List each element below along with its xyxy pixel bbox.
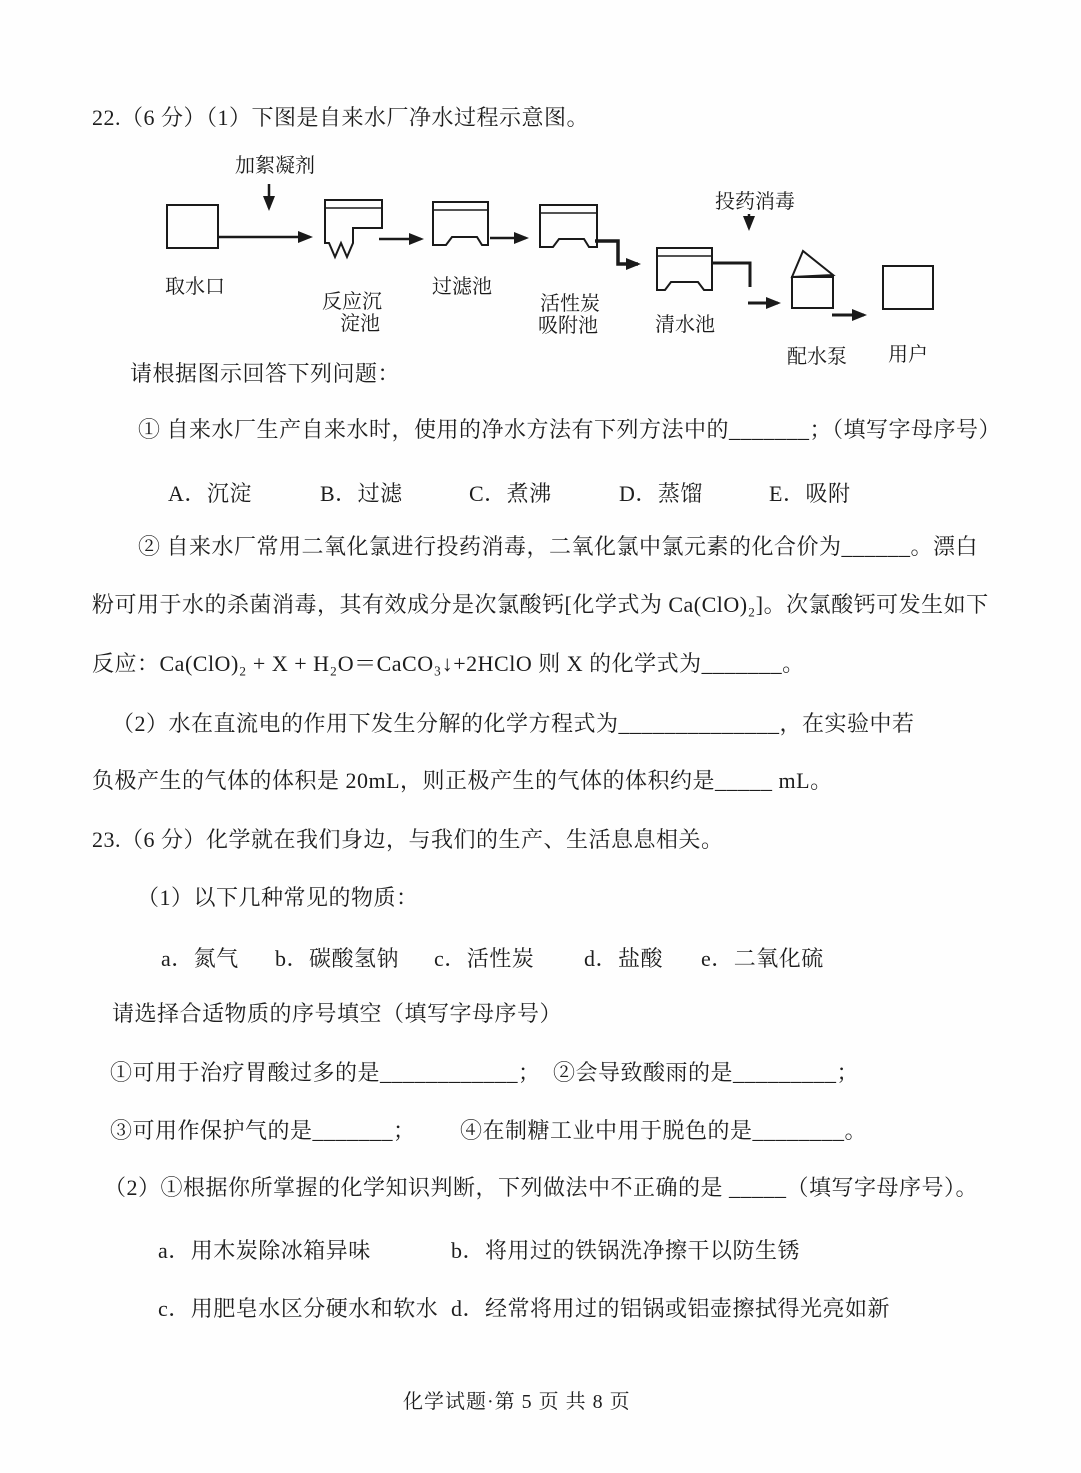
q23-blank-row-2 [0,1114,1081,1144]
substance-e: e．二氧化硫 [701,946,824,971]
carbon-pool-label-2: 吸附池 [538,315,598,337]
substance-d: d．盐酸 [584,946,664,971]
pump-roof [792,251,833,277]
water-purification-diagram [0,0,1081,385]
substance-b: b．碳酸氢钠 [275,946,400,971]
option-e: E．吸附 [769,481,851,506]
reaction-pool-label-2: 淀池 [340,313,380,335]
q23-title: 23.（6 分）化学就在我们身边，与我们的生产、生活息息相关。 [92,827,724,852]
dosing-label: 投药消毒 [715,191,795,213]
q22-sub2-line2: 粉可用于水的杀菌消毒，其有效成分是次氯酸钙[化学式为 Ca(ClO)₂]。次氯酸钙可发生如下 [92,592,989,617]
blank-1: ①可用于治疗胃酸过多的是____________； [110,1060,541,1085]
carbon-pool-box [540,205,597,247]
pump-box [792,277,833,308]
clear-pool-box [657,248,712,290]
practice-b: b．将用过的铁锅洗净擦干以防生锈 [451,1238,801,1263]
q22-sub3-line1: （2）水在直流电的作用下发生分解的化学方程式为______________，在实验中若 [112,711,915,736]
outlet-pipe [712,263,750,287]
substance-c: c．活性炭 [434,946,535,971]
q23-part1-intro: （1）以下几种常见的物质： [137,885,419,910]
pump-label: 配水泵 [787,346,847,368]
option-b: B．过滤 [320,481,403,506]
q22-sub2-line1: ② 自来水厂常用二氧化氯进行投药消毒，二氧化氯中氯元素的化合价为______。漂白 [138,534,979,559]
filter-pool-box [433,202,488,245]
user-box [883,266,933,309]
q22-title: 22.（6 分）（1）下图是自来水厂净水过程示意图。 [92,105,590,130]
blank-2: ②会导致酸雨的是_________； [553,1060,860,1085]
flocculant-label: 加絮凝剂 [235,155,315,177]
option-d: D．蒸馏 [619,481,703,506]
q22-options-row [0,477,1081,507]
q23-practices-row-2 [0,1292,1081,1322]
option-a: A．沉淀 [168,481,252,506]
intake-label: 取水口 [165,276,225,298]
practice-a: a．用木炭除冰箱异味 [158,1238,371,1263]
filter-pool-label: 过滤池 [432,276,492,298]
q22-sub1: ① 自来水厂生产自来水时，使用的净水方法有下列方法中的_______；（填写字母序号） [138,417,1002,442]
clear-pool-label: 清水池 [655,314,715,336]
practice-c: c．用肥皂水区分硬水和软水 [158,1296,439,1321]
q23-substances-row [0,942,1081,972]
practice-d: d．经常将用过的铝锅或铝壶擦拭得光亮如新 [451,1296,891,1321]
reaction-pool-label-1: 反应沉 [322,291,382,313]
q23-practices-row-1 [0,1234,1081,1264]
blank-3: ③可用作保护气的是_______； [110,1118,416,1143]
page-footer: 化学试题·第 5 页 共 8 页 [403,1391,631,1413]
q22-prompt: 请根据图示回答下列问题： [130,361,401,386]
q23-fill-prompt: 请选择合适物质的序号填空（填写字母序号） [112,1001,563,1026]
substance-a: a．氮气 [161,946,239,971]
user-label: 用户 [888,344,928,366]
blank-4: ④在制糖工业中用于脱色的是________。 [460,1118,868,1143]
option-c: C．煮沸 [469,481,552,506]
intake-box [167,205,218,248]
q22-sub2-line3: 反应：Ca(ClO)₂ + X + H₂O＝CaCO₃↓+2HClO 则 X 的化学式为_______。 [92,651,805,676]
q23-blank-row-1 [0,1056,1081,1086]
flow-arrow-elbow [595,241,638,264]
q22-sub3-line2: 负极产生的气体的体积是 20mL，则正极产生的气体的体积约是_____ mL。 [92,768,833,793]
q23-part2-intro: （2）①根据你所掌握的化学知识判断，下列做法中不正确的是 _____（填写字母序号）。 [104,1175,979,1200]
carbon-pool-label-1: 活性炭 [540,293,600,315]
